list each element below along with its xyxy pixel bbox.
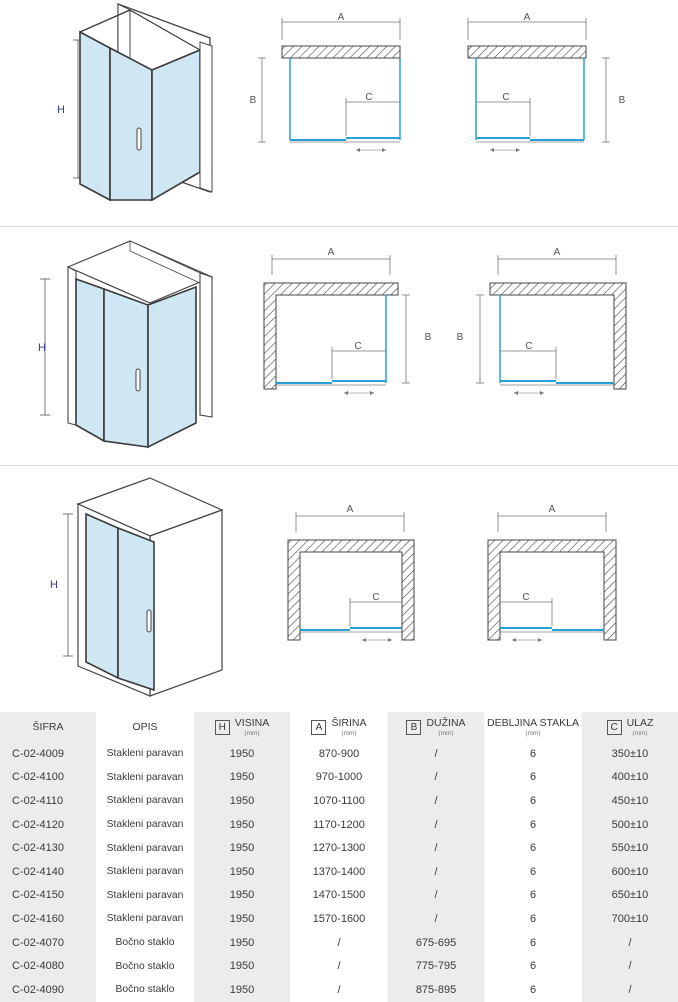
- cell-duzina: /: [388, 907, 484, 931]
- cell-sirina: 1270-1300: [312, 842, 366, 855]
- col-header-duzina: B DUŽINA (mm): [388, 712, 484, 742]
- cell-opis: Stakleni paravan: [106, 889, 184, 901]
- cell-duzina: /: [388, 766, 484, 790]
- cell-opis: Stakleni paravan: [106, 795, 184, 807]
- cell-ulaz: 450±10: [582, 789, 678, 813]
- table-header-row: [0, 712, 678, 742]
- cell-opis: Stakleni paravan: [106, 819, 184, 831]
- dim-label-h: H: [57, 104, 65, 116]
- cell-sirina: 1070-1100: [313, 794, 365, 807]
- c-dimension-icon: C: [607, 720, 622, 735]
- dim-label-c: C: [354, 341, 362, 352]
- cell-visina: 1950: [194, 931, 290, 955]
- cell-debljina: 6: [529, 912, 537, 925]
- cell-duzina: /: [388, 860, 484, 884]
- cell-sirina: /: [337, 983, 341, 996]
- plan-corner-right: [0, 0, 678, 226]
- col-header-opis: OPIS: [96, 712, 194, 742]
- h-dimension-icon: H: [215, 720, 230, 735]
- col-header-visina: H VISINA (mm): [194, 712, 290, 742]
- cell-sirina: 970-1000: [315, 771, 363, 784]
- cell-sirina: 1170-1200: [313, 818, 365, 831]
- cell-duzina: 775-795: [388, 954, 484, 978]
- cell-duzina: /: [388, 836, 484, 860]
- cell-opis: Bočno staklo: [115, 937, 175, 949]
- col-header-sifra: ŠIFRA: [0, 712, 96, 742]
- cell-sirina: 1570-1600: [312, 912, 366, 925]
- cell-visina: 1950: [194, 978, 290, 1002]
- cell-ulaz: 400±10: [582, 766, 678, 790]
- cell-debljina: 6: [529, 747, 537, 760]
- cell-sifra: C-02-4150: [0, 884, 96, 908]
- dim-label-a: A: [523, 12, 531, 23]
- dim-label-b: B: [249, 95, 257, 106]
- cell-visina: 1950: [194, 766, 290, 790]
- cell-ulaz: 350±10: [582, 742, 678, 766]
- cell-sifra: C-02-4090: [0, 978, 96, 1002]
- cell-debljina: 6: [529, 983, 537, 996]
- cell-duzina: /: [388, 884, 484, 908]
- cell-ulaz: 650±10: [582, 884, 678, 908]
- cell-debljina: 6: [529, 842, 537, 855]
- table-row: [0, 931, 678, 955]
- section-niche-enclosure: [0, 466, 678, 706]
- cell-debljina: 6: [529, 794, 537, 807]
- section-niche-with-side-enclosure: [0, 227, 678, 465]
- dim-label-c: C: [525, 341, 533, 352]
- cell-duzina: /: [388, 813, 484, 837]
- cell-ulaz: 700±10: [582, 907, 678, 931]
- cell-sifra: C-02-4130: [0, 836, 96, 860]
- section-corner-enclosure: [0, 0, 678, 226]
- cell-opis: Bočno staklo: [115, 960, 175, 972]
- dim-label-c: C: [522, 592, 530, 603]
- dim-label-h: H: [50, 579, 58, 591]
- cell-visina: 1950: [194, 907, 290, 931]
- dim-label-c: C: [502, 92, 510, 103]
- dim-label-b: B: [424, 332, 432, 343]
- cell-ulaz: /: [582, 978, 678, 1002]
- a-dimension-icon: A: [311, 720, 326, 735]
- cell-debljina: 6: [529, 818, 537, 831]
- cell-sifra: C-02-4009: [0, 742, 96, 766]
- cell-opis: Stakleni paravan: [106, 866, 184, 878]
- cell-duzina: 675-695: [388, 931, 484, 955]
- cell-sifra: C-02-4120: [0, 813, 96, 837]
- table-row: [0, 954, 678, 978]
- cell-opis: Stakleni paravan: [106, 842, 184, 854]
- cell-opis: Stakleni paravan: [106, 748, 184, 760]
- cell-visina: 1950: [194, 860, 290, 884]
- cell-sifra: C-02-4110: [0, 789, 96, 813]
- table-row: [0, 860, 678, 884]
- dim-label-b: B: [456, 332, 464, 343]
- col-header-sirina: A ŠIRINA (mm): [290, 712, 388, 742]
- cell-sifra: C-02-4070: [0, 931, 96, 955]
- col-header-debljina: DEBLJINA STAKLA (mm): [484, 712, 582, 742]
- dim-label-a: A: [346, 504, 354, 515]
- cell-ulaz: 550±10: [582, 836, 678, 860]
- table-row: [0, 836, 678, 860]
- plan-niche-side-right: [0, 227, 678, 465]
- cell-opis: Bočno staklo: [115, 984, 175, 996]
- table-row: [0, 766, 678, 790]
- cell-duzina: 875-895: [388, 978, 484, 1002]
- cell-debljina: 6: [529, 889, 537, 902]
- dim-label-a: A: [337, 12, 345, 23]
- cell-debljina: 6: [529, 771, 537, 784]
- cell-ulaz: /: [582, 931, 678, 955]
- cell-sifra: C-02-4160: [0, 907, 96, 931]
- cell-visina: 1950: [194, 742, 290, 766]
- cell-sifra: C-02-4100: [0, 766, 96, 790]
- cell-sirina: 870-900: [318, 747, 360, 760]
- cell-ulaz: /: [582, 954, 678, 978]
- dim-label-b: B: [618, 95, 626, 106]
- cell-sirina: 1470-1500: [312, 889, 366, 902]
- cell-sirina: /: [337, 960, 341, 973]
- cell-ulaz: 600±10: [582, 860, 678, 884]
- dim-label-a: A: [548, 504, 556, 515]
- table-row: [0, 884, 678, 908]
- cell-opis: Stakleni paravan: [106, 771, 184, 783]
- dim-label-c: C: [365, 92, 373, 103]
- cell-visina: 1950: [194, 884, 290, 908]
- cell-visina: 1950: [194, 789, 290, 813]
- table-row: [0, 789, 678, 813]
- cell-visina: 1950: [194, 954, 290, 978]
- cell-sirina: 1370-1400: [312, 865, 366, 878]
- dim-label-a: A: [553, 247, 561, 258]
- col-header-ulaz: C ULAZ (mm): [582, 712, 678, 742]
- plan-niche-right: [0, 466, 678, 706]
- b-dimension-icon: B: [406, 720, 421, 735]
- table-row: [0, 907, 678, 931]
- spec-table: [0, 712, 678, 1002]
- cell-duzina: /: [388, 789, 484, 813]
- cell-ulaz: 500±10: [582, 813, 678, 837]
- cell-duzina: /: [388, 742, 484, 766]
- table-row: [0, 813, 678, 837]
- cell-opis: Stakleni paravan: [106, 913, 184, 925]
- dim-label-c: C: [372, 592, 380, 603]
- cell-sifra: C-02-4080: [0, 954, 96, 978]
- table-row: [0, 742, 678, 766]
- cell-debljina: 6: [529, 960, 537, 973]
- cell-debljina: 6: [529, 936, 537, 949]
- cell-visina: 1950: [194, 813, 290, 837]
- cell-sirina: /: [337, 936, 341, 949]
- dim-label-a: A: [327, 247, 335, 258]
- cell-visina: 1950: [194, 836, 290, 860]
- cell-debljina: 6: [529, 865, 537, 878]
- cell-sifra: C-02-4140: [0, 860, 96, 884]
- dim-label-h: H: [38, 342, 46, 354]
